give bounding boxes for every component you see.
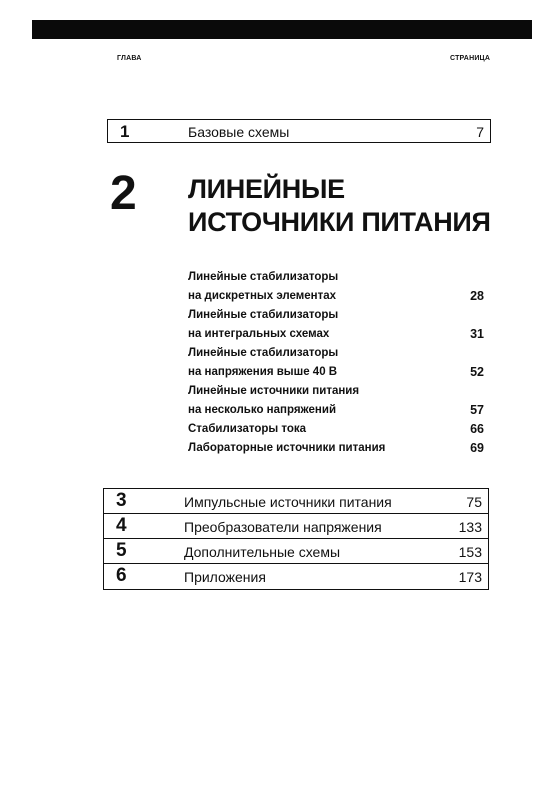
chapter-title: Дополнительные схемы — [184, 544, 341, 560]
current-chapter-number: 2 — [110, 167, 137, 220]
section-item[interactable] — [188, 306, 488, 344]
section-title-line: Стабилизаторы тока — [188, 423, 307, 435]
chapter-number: 3 — [116, 490, 127, 511]
chapter-number: 6 — [116, 565, 127, 586]
chapter-row[interactable] — [104, 514, 488, 539]
chapter-page: 75 — [466, 494, 482, 510]
chapter-number: 4 — [116, 515, 127, 536]
section-title-line: Линейные источники питания — [188, 385, 360, 397]
section-title-line: на несколько напряжений — [188, 404, 337, 416]
chapter-number: 1 — [120, 122, 130, 141]
section-page: 52 — [470, 365, 484, 379]
section-item[interactable] — [188, 439, 488, 458]
top-black-bar — [32, 20, 532, 39]
chapter-number: 5 — [116, 540, 127, 561]
chapter-title: Базовые схемы — [188, 124, 290, 140]
section-item[interactable] — [188, 344, 488, 382]
chapter-title: Преобразователи напряжения — [184, 519, 382, 535]
section-title-line: на напряжения выше 40 В — [188, 366, 338, 378]
chapter-title: Импульсные источники питания — [184, 494, 392, 510]
section-item[interactable] — [188, 382, 488, 420]
chapter-page: 7 — [476, 124, 484, 140]
chapter-row[interactable] — [104, 564, 488, 589]
section-list — [188, 268, 488, 458]
chapter-row[interactable] — [104, 489, 488, 514]
chapter-page: 173 — [458, 569, 482, 585]
section-title-line: Лабораторные источники питания — [188, 442, 386, 454]
chapter-page: 133 — [458, 519, 482, 535]
section-title-line: Линейные стабилизаторы — [188, 271, 339, 283]
column-header-chapter: ГЛАВА — [117, 55, 142, 62]
section-page: 28 — [470, 289, 484, 303]
chapter-row[interactable] — [104, 539, 488, 564]
current-chapter-title — [188, 173, 491, 239]
section-title-line: на дискретных элементах — [188, 290, 337, 302]
section-item[interactable] — [188, 420, 488, 439]
section-item[interactable] — [188, 268, 488, 306]
section-title-line: на интегральных схемах — [188, 328, 330, 340]
current-chapter-title-line1: ЛИНЕЙНЫЕ — [188, 174, 345, 204]
section-page: 69 — [470, 441, 484, 455]
chapter-title: Приложения — [184, 569, 266, 585]
section-title-line: Линейные стабилизаторы — [188, 347, 339, 359]
current-chapter-title-line2: ИСТОЧНИКИ ПИТАНИЯ — [188, 207, 491, 237]
section-page: 57 — [470, 403, 484, 417]
section-title-line: Линейные стабилизаторы — [188, 309, 339, 321]
section-page: 66 — [470, 422, 484, 436]
chapter-page: 153 — [458, 544, 482, 560]
chapter-1-entry[interactable] — [107, 119, 491, 143]
column-header-page: СТРАНИЦА — [450, 55, 491, 62]
chapter-table — [103, 488, 489, 590]
section-page: 31 — [470, 327, 484, 341]
